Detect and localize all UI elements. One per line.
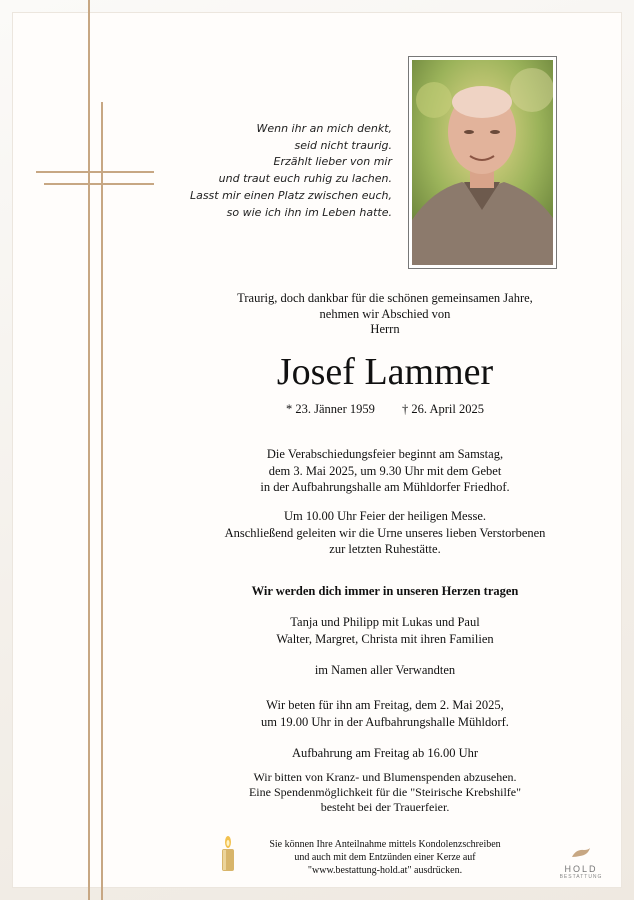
family-line: Tanja und Philipp mit Lukas und Paul	[290, 615, 480, 629]
condolence-info	[190, 838, 580, 877]
portrait-image	[412, 60, 553, 265]
condolence-line: Sie können Ihre Anteilnahme mittels Kondolenzschreiben	[269, 839, 501, 850]
intro-text	[190, 291, 580, 338]
relatives-line: im Namen aller Verwandten	[314, 663, 456, 677]
funeral-home-logo	[556, 846, 606, 880]
portrait-photo	[408, 56, 557, 269]
cross-line-horizontal-2	[44, 183, 154, 185]
donation-line: Wir bitten von Kranz- und Blumenspenden abzusehen.	[253, 770, 517, 784]
donation-info	[190, 770, 580, 815]
prayer-info	[190, 697, 580, 730]
ceremony-line: in der Aufbahrungshalle am Mühldorfer Friedhof.	[260, 480, 510, 494]
deceased-name: Josef Lammer	[276, 351, 494, 393]
logo-subtitle: BESTATTUNG	[559, 874, 603, 880]
poem-line: Wenn ihr an mich denkt,	[256, 122, 392, 135]
death-date: † 26. April 2025	[402, 402, 484, 416]
motto: Wir werden dich immer in unseren Herzen tragen	[251, 584, 519, 598]
mass-line: zur letzten Ruhestätte.	[329, 542, 441, 556]
poem-line: und traut euch ruhig zu lachen.	[218, 172, 392, 186]
intro-line: nehmen wir Abschied von	[319, 306, 451, 321]
mass-line: Um 10.00 Uhr Feier der heiligen Messe.	[283, 509, 487, 523]
poem-line: seid nicht traurig.	[294, 138, 392, 152]
donation-line: Eine Spendenmöglichkeit für die "Steirische Krebshilfe"	[248, 785, 522, 799]
ceremony-line: dem 3. Mai 2025, um 9.30 Uhr mit dem Gebet	[268, 463, 502, 478]
ceremony-info	[190, 446, 580, 496]
cross-line-horizontal-1	[36, 171, 154, 173]
mass-line: Anschließend geleiten wir die Urne unseres lieben Verstorbenen	[224, 525, 546, 540]
poem-line: Erzählt lieber von mir	[273, 155, 392, 169]
cross-line-vertical-1	[88, 0, 90, 900]
intro-line: Herrn	[370, 322, 400, 336]
birth-date: * 23. Jänner 1959	[286, 402, 375, 416]
prayer-line: Wir beten für ihn am Freitag, dem 2. Mai 2025,	[266, 698, 504, 712]
poem-line: Lasst mir einen Platz zwischen euch,	[189, 188, 392, 202]
leaf-icon	[570, 847, 592, 859]
donation-line: besteht bei der Trauerfeier.	[320, 800, 450, 814]
poem	[180, 121, 392, 221]
mass-info	[190, 508, 580, 558]
poem-line: so wie ich ihn im Leben hatte.	[226, 205, 392, 219]
prayer-line: um 19.00 Uhr in der Aufbahrungshalle Mühldorf.	[261, 714, 509, 729]
life-dates	[190, 402, 580, 417]
family-line: Walter, Margret, Christa mit ihren Familien	[276, 631, 494, 646]
ceremony-line: Die Verabschiedungsfeier beginnt am Samstag,	[266, 447, 504, 461]
condolence-line: und auch mit dem Entzünden einer Kerze auf	[294, 852, 476, 863]
family-list	[190, 614, 580, 647]
condolence-line: "www.bestattung-hold.at" ausdrücken.	[307, 865, 463, 876]
intro-line: Traurig, doch dankbar für die schönen gemeinsamen Jahre,	[237, 291, 533, 305]
cross-line-vertical-2	[101, 102, 103, 900]
viewing-info: Aufbahrung am Freitag ab 16.00 Uhr	[291, 746, 479, 760]
logo-brand: HOLD	[564, 864, 598, 874]
